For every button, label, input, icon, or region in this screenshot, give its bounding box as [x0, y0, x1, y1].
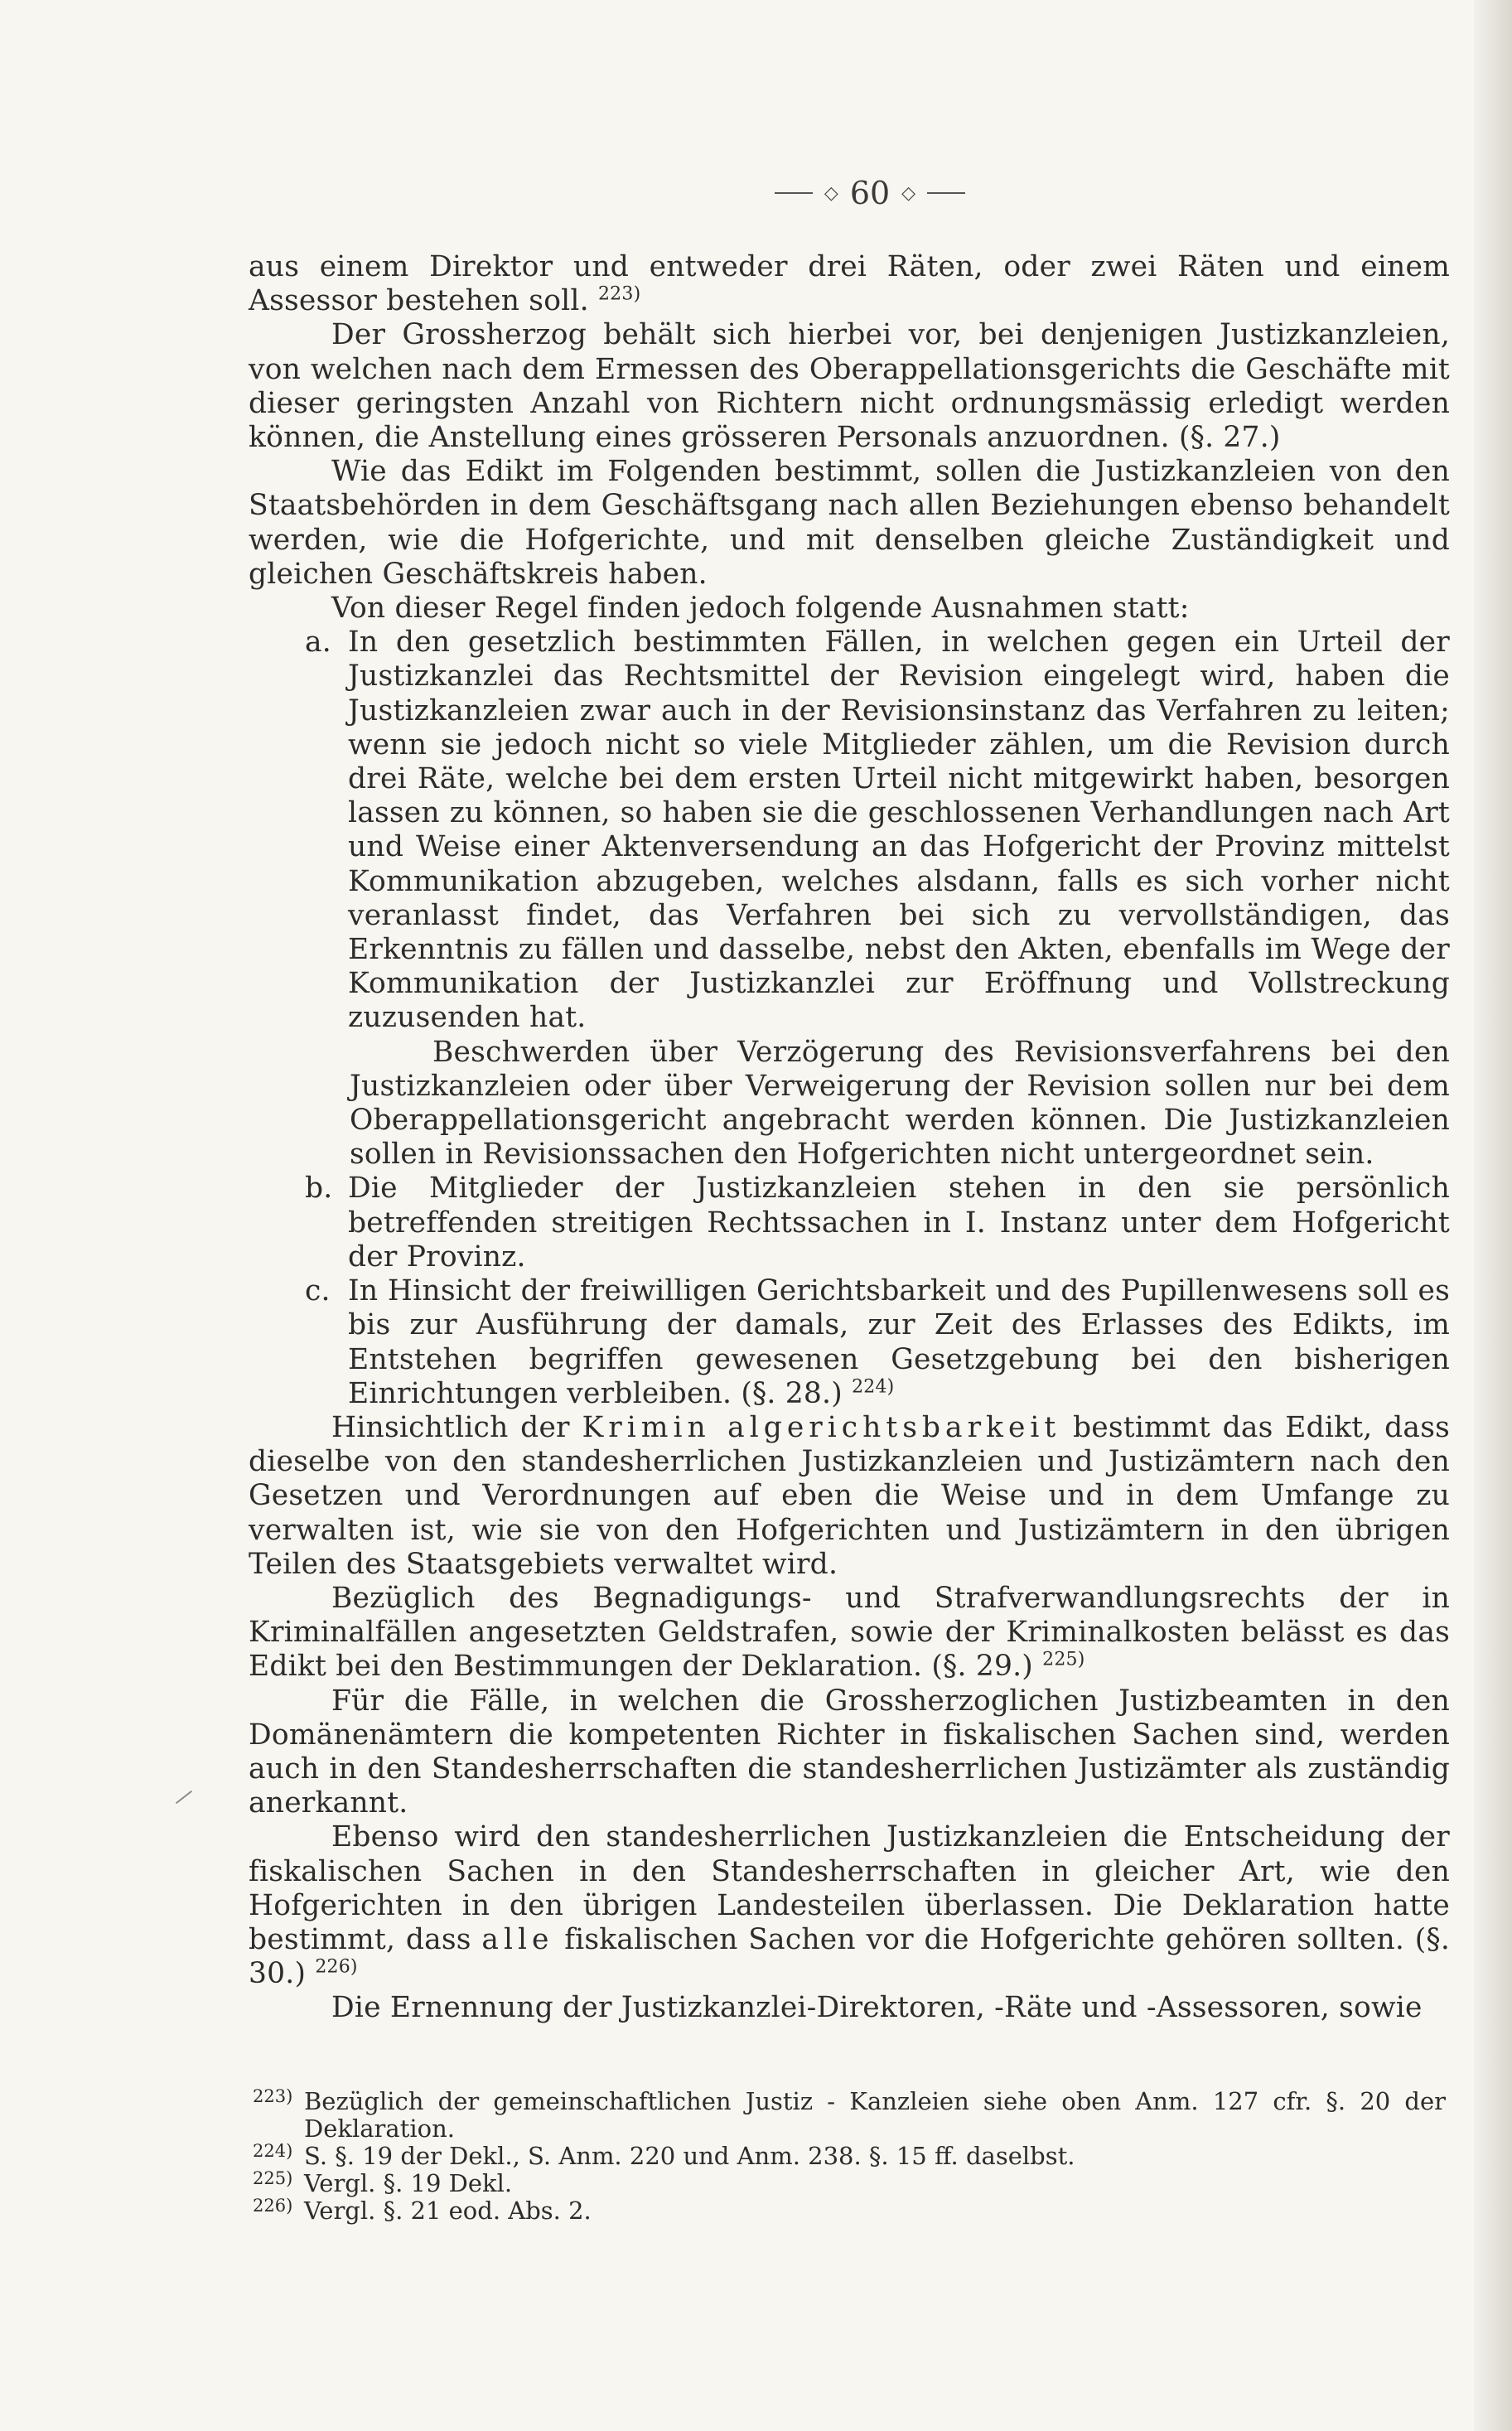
footnote-text: Vergl. §. 19 Dekl.: [304, 2169, 513, 2197]
paragraph: Ebenso wird den standesherrlichen Justizkanzleien die Entscheidung der fiskalischen Sachen in den Standesherrschaften in gleicher Art, wie den Hofgerichten in den übrigen Landesteilen überlassen. Die Deklaration hatte bestimmt, dass alle fiskalischen Sachen vor die Hofgerichte gehören sollten. (§. 30.) $^{226)}$: [249, 1820, 1451, 1991]
list-item-text: In Hinsicht der freiwilligen Gerichtsbarkeit und des Pupillenwesens soll es bis zur Ausführung der damals, zur Zeit des Erlasses des Edikts, im Entstehen begriffen gewesenen Gesetzgebung bei den bisherigen Einrichtungen verbleiben. (§. 28.): [348, 1274, 1450, 1410]
footnote-ref: 223): [597, 283, 641, 305]
list-item-text: In den gesetzlich bestimmten Fällen, in welchen gegen ein Urteil der Justizkanzlei das Rechtsmittel der Revision eingelegt wird, haben die Justizkanzleien zwar auch in der Revisionsinstanz das Verfahren zu leiten; wenn sie jedoch nicht so viele Mitglieder zählen, um die Revision durch drei Räte, welche bei dem ersten Urteil nicht mitgewirkt haben, besorgen lassen zu können, so haben sie die geschlossenen Verhandlungen nach Art und Weise einer Aktenversendung an das Hofgericht der Provinz mittelst Kommunikation abzugeben, welches alsdann, falls es sich vorher nicht veranlasst findet, das Verfahren bei sich zu vervollständigen, das Erkenntnis zu fällen und dasselbe, nebst den Akten, ebenfalls im Wege der Kommunikation der Justizkanzlei zur Eröffnung und Vollstreckung zuzusenden hat.: [348, 626, 1450, 1035]
list-item-c: [247, 1274, 1450, 1411]
footnote-mark: 225): [253, 2168, 293, 2188]
list-item-b: [247, 1172, 1450, 1274]
ornament-left-icon: ◇: [824, 182, 838, 204]
paragraph: Bezüglich des Begnadigungs- und Strafverwandlungsrechts der in Kriminalfällen angesetzten Geldstrafen, sowie der Kriminalkosten belässt es das Edikt bei den Bestimmungen der Deklaration. (§. 29.) $^{225)}$: [249, 1581, 1450, 1684]
list-item-text: Die Mitglieder der Justizkanzleien stehen in den sie persönlich betreffenden streitigen Rechtssachen in I. Instanz unter dem Hofgericht der Provinz.: [348, 1172, 1450, 1273]
footnote-ref: 226): [315, 1956, 358, 1978]
paragraph: Hinsichtlich der Krimin algerichtsbarkeit bestimmt das Edikt, dass dieselbe von den standesherrlichen Justizkanzleien und Justizämtern nach den Gesetzen und Verordnungen auf eben die Weise und in dem Umfange zu verwalten ist, wie sie von den Hofgerichten und Justizämtern in den übrigen Teilen des Staatsgebiets verwaltet wird.: [249, 1410, 1451, 1581]
emphasis-spaced: Krimin algerichtsbarkeit: [582, 1410, 1061, 1444]
paragraph: aus einem Direktor und entweder drei Räten, oder zwei Räten und einem Assessor bestehen soll. $^{223)}$: [249, 250, 1450, 318]
footnote-text: S. §. 19 der Dekl., S. Anm. 220 und Anm. 238. §. 15 ff. daselbst.: [304, 2142, 1075, 2170]
footnote-text: Vergl. §. 21 eod. Abs. 2.: [304, 2197, 592, 2225]
footnote: [253, 2170, 1446, 2197]
footnote-ref: 224): [852, 1376, 895, 1398]
footnote: [253, 2197, 1446, 2225]
footnotes: [253, 2088, 1446, 2225]
page-header: [737, 172, 1002, 214]
footnote-mark: 226): [253, 2196, 293, 2216]
paragraph: Von dieser Regel finden jedoch folgende Ausnahmen statt:: [331, 592, 1190, 626]
paragraph: Wie das Edikt im Folgenden bestimmt, sollen die Justizkanzleien von den Staatsbehörden in dem Geschäftsgang nach allen Beziehungen ebenso behandelt werden, wie die Hofgerichte, und mit denselben gleiche Zuständigkeit und gleichen Geschäftskreis haben.: [249, 455, 1450, 591]
list-marker: b.: [305, 1172, 333, 1206]
header-rule-right: [927, 192, 965, 194]
page-edge-shadow: [1474, 0, 1512, 2431]
pencil-mark: [176, 1791, 192, 1804]
ornament-right-icon: ◇: [901, 182, 916, 204]
footnote-ref: 225): [1042, 1649, 1085, 1670]
footnote: [253, 2088, 1446, 2143]
paragraph: Die Ernennung der Justizkanzlei-Direktoren, -Räte und -Assessoren, sowie: [331, 1991, 1423, 2025]
paragraph: Der Grossherzog behält sich hierbei vor, bei denjenigen Justizkanzleien, von welchen nach dem Ermessen des Oberappellationsgerichts die Geschäfte mit dieser geringsten Anzahl von Richtern nicht ordnungsmässig erledigt werden können, die Anstellung eines grösseren Personals anzuordnen. (§. 27.): [249, 318, 1450, 455]
header-rule-left: [775, 192, 813, 194]
footnote-text: Bezüglich der gemeinschaftlichen Justiz - Kanzleien siehe oben Anm. 127 cfr. §. 20 der Deklaration.: [304, 2087, 1446, 2143]
paragraph: Für die Fälle, in welchen die Grossherzoglichen Justizbeamten in den Domänenämtern die kompetenten Richter in fiskalischen Sachen sind, werden auch in den Standesherrschaften die standesherrlichen Justizämter als zuständig anerkannt.: [249, 1684, 1450, 1820]
footnote: [253, 2143, 1446, 2170]
list-item-continuation: Beschwerden über Verzögerung des Revisionsverfahrens bei den Justizkanzleien oder über Verweigerung der Revision sollen nur bei dem Oberappellationsgericht angebracht werden können. Die Justizkanzleien sollen in Revisionssachen den Hofgerichten nicht untergeordnet sein.: [350, 1035, 1450, 1172]
page-number: 60: [849, 175, 891, 211]
list-marker: c.: [305, 1274, 331, 1308]
main-text: [249, 250, 1450, 2026]
footnote-mark: 223): [253, 2086, 293, 2106]
emphasis-spaced: alle: [481, 1922, 554, 1956]
list-item-a: [247, 626, 1450, 1035]
footnote-mark: 224): [253, 2141, 293, 2161]
list-marker: a.: [305, 626, 331, 660]
